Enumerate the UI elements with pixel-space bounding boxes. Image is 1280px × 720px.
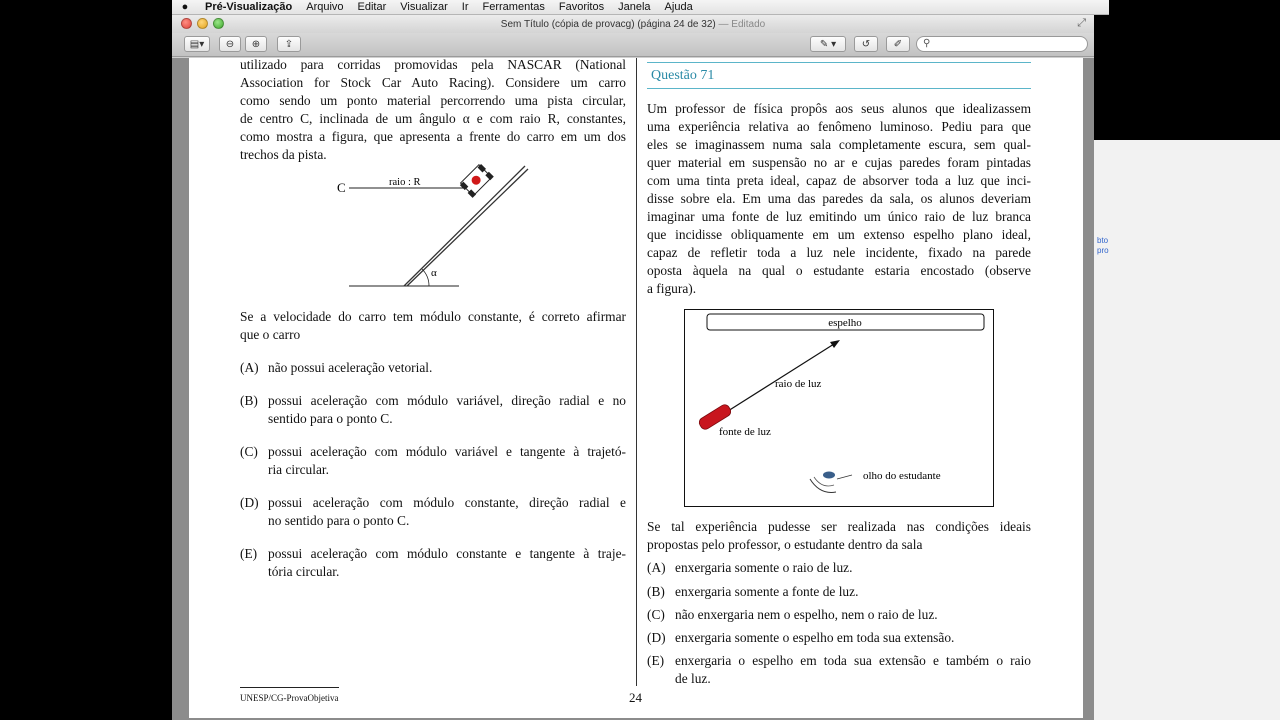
right-intro-line: capaz de refletir toda a luz nele incidente, fixado na parede xyxy=(647,245,1031,260)
zoom-in-icon: ⊕ xyxy=(251,38,261,50)
toolbar xyxy=(172,33,1094,57)
right-option-b[interactable] xyxy=(647,583,1031,601)
edited-status: — Editado xyxy=(718,18,766,30)
option-text: possui aceleração com módulo variável, direção radial e no xyxy=(268,393,626,408)
menu-editar[interactable]: Editar xyxy=(357,0,387,13)
right-intro-line: eles se imaginassem numa sala completamente escura, sem qual- xyxy=(647,137,1031,152)
question-title-rule xyxy=(647,62,1031,63)
question-title: Questão 71 xyxy=(651,68,715,83)
eye-label: olho do estudante xyxy=(863,470,941,482)
right-intro-line: disse sobre ela. Em uma das paredes da sala, os alunos deveriam xyxy=(647,191,1031,206)
rotate-icon: ↺ xyxy=(861,38,871,50)
option-text: enxergaria somente a fonte de luz. xyxy=(675,584,859,599)
zoom-in-button[interactable] xyxy=(245,36,267,52)
preview-window xyxy=(172,15,1094,720)
center-label: C xyxy=(337,180,346,195)
pen-icon: ✎ ▾ xyxy=(819,38,837,50)
light-figure xyxy=(684,309,995,508)
right-option-c[interactable] xyxy=(647,606,1031,624)
share-icon: ⇪ xyxy=(284,38,294,50)
right-intro-line: com uma tinta preta ideal, capaz de absorver toda a luz que inci- xyxy=(647,173,1031,188)
menu-favoritos[interactable]: Favoritos xyxy=(558,0,605,13)
right-intro-line: que incidisse obliquamente em um extenso espelho plano ideal, xyxy=(647,227,1031,242)
close-button[interactable] xyxy=(181,18,192,29)
option-letter: (B) xyxy=(647,584,665,599)
background-link[interactable]: pro xyxy=(1097,246,1109,255)
share-button[interactable] xyxy=(277,36,301,52)
window-title xyxy=(172,19,1094,30)
sidebar-icon: ▤▾ xyxy=(189,38,205,50)
right-intro-line: imaginar uma fonte de luz emitindo um único raio de luz branca xyxy=(647,209,1031,224)
apple-icon[interactable]: ● xyxy=(181,1,189,13)
source-label: fonte de luz xyxy=(719,426,771,438)
option-text: tória circular. xyxy=(268,564,340,579)
menu-app-name[interactable]: Pré-Visualização xyxy=(205,0,293,13)
right-intro-line: quer material em suspensão no ar e cujas paredes foram pintadas xyxy=(647,155,1031,170)
left-option-c[interactable] xyxy=(240,443,626,479)
minimize-button[interactable] xyxy=(197,18,208,29)
footer-source: UNESP/CG-ProvaObjetiva xyxy=(240,693,339,703)
left-option-d[interactable] xyxy=(240,494,626,530)
right-option-e[interactable] xyxy=(647,652,1031,688)
option-letter: (C) xyxy=(647,607,665,622)
column-divider xyxy=(636,58,637,686)
menu-visualizar[interactable]: Visualizar xyxy=(400,0,448,13)
desktop-left xyxy=(0,0,172,720)
option-text: possui aceleração com módulo variável e tangente à trajetó- xyxy=(268,444,626,459)
room-frame xyxy=(685,310,994,507)
window-title-text: Sem Título (cópia de provacg) (página 24 de 32) xyxy=(500,18,716,30)
right-option-a[interactable] xyxy=(647,559,1031,577)
option-text: enxergaria somente o raio de luz. xyxy=(675,560,853,575)
option-letter: (C) xyxy=(240,444,258,459)
option-text: sentido para o ponto C. xyxy=(268,411,393,426)
right-intro-line: uma experiência relativa ao fenômeno luminoso. Pediu para que xyxy=(647,119,1031,134)
option-text: enxergaria o espelho em toda sua extensão e também o raio xyxy=(675,653,1031,668)
title-bar[interactable] xyxy=(172,15,1094,33)
left-question-line: Se a velocidade do carro tem módulo constante, é correto afirmar xyxy=(240,309,626,324)
option-text: de luz. xyxy=(675,671,711,686)
zoom-button[interactable] xyxy=(213,18,224,29)
option-letter: (B) xyxy=(240,393,258,408)
window-controls xyxy=(181,18,224,29)
left-intro-line: como mostra a figura, que apresenta a frente do carro em um dos xyxy=(240,129,626,144)
search-input[interactable] xyxy=(916,36,1088,52)
zoom-out-icon: ⊖ xyxy=(225,38,235,50)
left-question-line: que o carro xyxy=(240,327,301,342)
option-letter: (E) xyxy=(240,546,258,561)
option-letter: (D) xyxy=(647,630,666,645)
ray-label: raio de luz xyxy=(775,378,822,390)
question-title-rule xyxy=(647,88,1031,89)
option-letter: (D) xyxy=(240,495,259,510)
left-intro-line: Association for Stock Car Auto Racing). Considere um carro xyxy=(240,75,626,90)
right-question-line: Se tal experiência pudesse ser realizada nas condições ideais xyxy=(647,519,1031,534)
document-page[interactable] xyxy=(189,58,1083,718)
track-figure xyxy=(329,158,529,293)
option-text: possui aceleração com módulo constante e tangente à traje- xyxy=(268,546,626,561)
left-option-b[interactable] xyxy=(240,392,626,428)
option-letter: (A) xyxy=(240,360,259,375)
right-intro-line: oposta àquela na qual o estudante estaria encostado (observe xyxy=(647,263,1031,278)
edit-toolbar-button[interactable] xyxy=(886,36,910,52)
left-intro-line: trechos da pista. xyxy=(240,147,327,162)
rotate-button[interactable] xyxy=(854,36,878,52)
option-letter: (A) xyxy=(647,560,666,575)
angle-arc xyxy=(422,269,429,286)
left-intro-line: utilizado para corridas promovidas pela NASCAR (National xyxy=(240,57,626,72)
menu-bar xyxy=(172,0,1109,15)
background-link[interactable]: bto xyxy=(1097,236,1109,245)
page-number: 24 xyxy=(629,690,642,705)
left-option-e[interactable] xyxy=(240,545,626,581)
radius-label: raio : R xyxy=(389,177,421,188)
menu-ajuda[interactable]: Ajuda xyxy=(664,0,693,13)
zoom-out-button[interactable] xyxy=(219,36,241,52)
car-icon xyxy=(459,163,494,198)
background-window xyxy=(1093,140,1280,720)
menu-janela[interactable]: Janela xyxy=(618,0,651,13)
menu-ferramentas[interactable]: Ferramentas xyxy=(482,0,545,13)
option-text: possui aceleração com módulo constante, direção radial e xyxy=(268,495,626,510)
option-text: não possui aceleração vetorial. xyxy=(268,360,433,375)
option-text: não enxergaria nem o espelho, nem o raio de luz. xyxy=(675,607,938,622)
option-text: no sentido para o ponto C. xyxy=(268,513,410,528)
edit-icon: ✐ xyxy=(893,38,903,50)
mirror-label: espelho xyxy=(828,317,862,329)
annotate-button[interactable] xyxy=(810,36,846,52)
right-intro-line: a figura). xyxy=(647,281,697,296)
angle-label: α xyxy=(431,267,437,279)
right-option-d[interactable] xyxy=(647,629,1031,647)
footer-rule xyxy=(240,687,339,688)
right-intro-line: Um professor de física propôs aos seus alunos que idealizassem xyxy=(647,101,1031,116)
left-intro-line: de centro C, inclinada de um ângulo α e com raio R, constantes, xyxy=(240,111,626,126)
right-question-line: propostas pelo professor, o estudante dentro da sala xyxy=(647,537,923,552)
option-text: enxergaria somente o espelho em toda sua extensão. xyxy=(675,630,955,645)
option-text: ria circular. xyxy=(268,462,329,477)
left-option-a[interactable] xyxy=(240,359,626,377)
menu-ir[interactable]: Ir xyxy=(461,0,469,13)
document-area[interactable] xyxy=(172,58,1094,720)
fullscreen-icon[interactable]: ⤢ xyxy=(1077,17,1086,29)
left-intro-line: como sendo um ponto material percorrendo uma pista circular, xyxy=(240,93,626,108)
option-letter: (E) xyxy=(647,653,665,668)
menu-arquivo[interactable]: Arquivo xyxy=(306,0,344,13)
sidebar-view-button[interactable] xyxy=(184,36,210,52)
search-icon: ⚲ xyxy=(923,38,931,49)
